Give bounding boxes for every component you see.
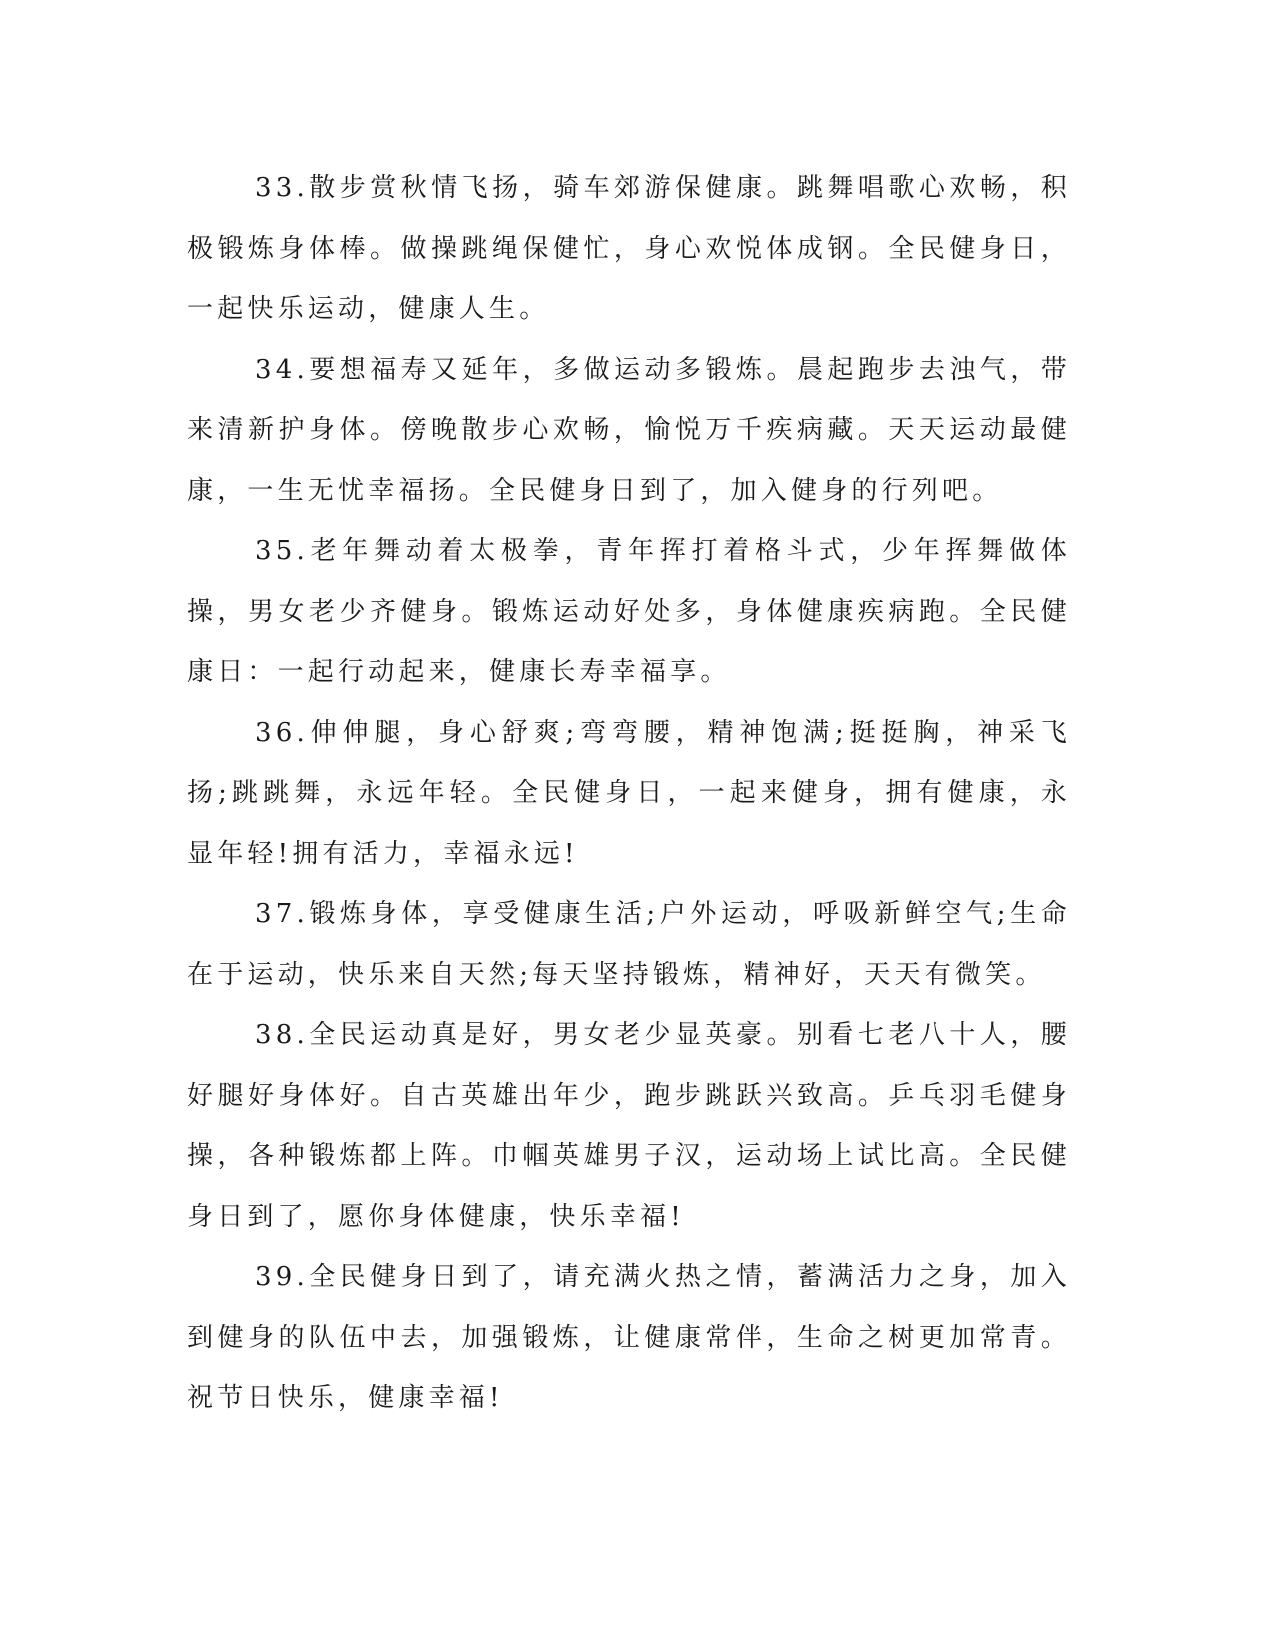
paragraph-38: 38.全民运动真是好，男女老少显英豪。别看七老八十人，腰好腿好身体好。自古英雄出年少，跑步跳跃兴致高。乒乓羽毛健身操，各种锻炼都上阵。巾帼英雄男子汉，运动场上试比高。全民健身日到了，愿你身体健康，快乐幸福! bbox=[187, 1020, 1071, 1232]
paragraph-34: 34.要想福寿又延年，多做运动多锻炼。晨起跑步去浊气，带来清新护身体。傍晚散步心欢畅，愉悦万千疾病藏。天天运动最健康，一生无忧幸福扬。全民健身日到了，加入健身的行列吧。 bbox=[187, 354, 1071, 506]
document-body bbox=[187, 158, 1071, 1429]
paragraph-39: 39.全民健身日到了，请充满火热之情，蓄满活力之身，加入到健身的队伍中去，加强锻炼，让健康常伴，生命之树更加常青。祝节日快乐，健康幸福! bbox=[187, 1262, 1071, 1413]
paragraph-36: 36.伸伸腿，身心舒爽;弯弯腰，精神饱满;挺挺胸，神采飞扬;跳跳舞，永远年轻。全民健身日，一起来健身，拥有健康，永显年轻!拥有活力，幸福永远! bbox=[187, 717, 1071, 869]
paragraph-35: 35.老年舞动着太极拳，青年挥打着格斗式，少年挥舞做体操，男女老少齐健身。锻炼运动好处多，身体健康疾病跑。全民健康日：一起行动起来，健康长寿幸福享。 bbox=[187, 536, 1071, 687]
paragraph-37: 37.锻炼身体，享受健康生活;户外运动，呼吸新鲜空气;生命在于运动，快乐来自天然;每天坚持锻炼，精神好，天天有微笑。 bbox=[187, 899, 1071, 990]
paragraph-33: 33.散步赏秋情飞扬，骑车郊游保健康。跳舞唱歌心欢畅，积极锻炼身体棒。做操跳绳保健忙，身心欢悦体成钢。全民健身日，一起快乐运动，健康人生。 bbox=[187, 173, 1071, 324]
